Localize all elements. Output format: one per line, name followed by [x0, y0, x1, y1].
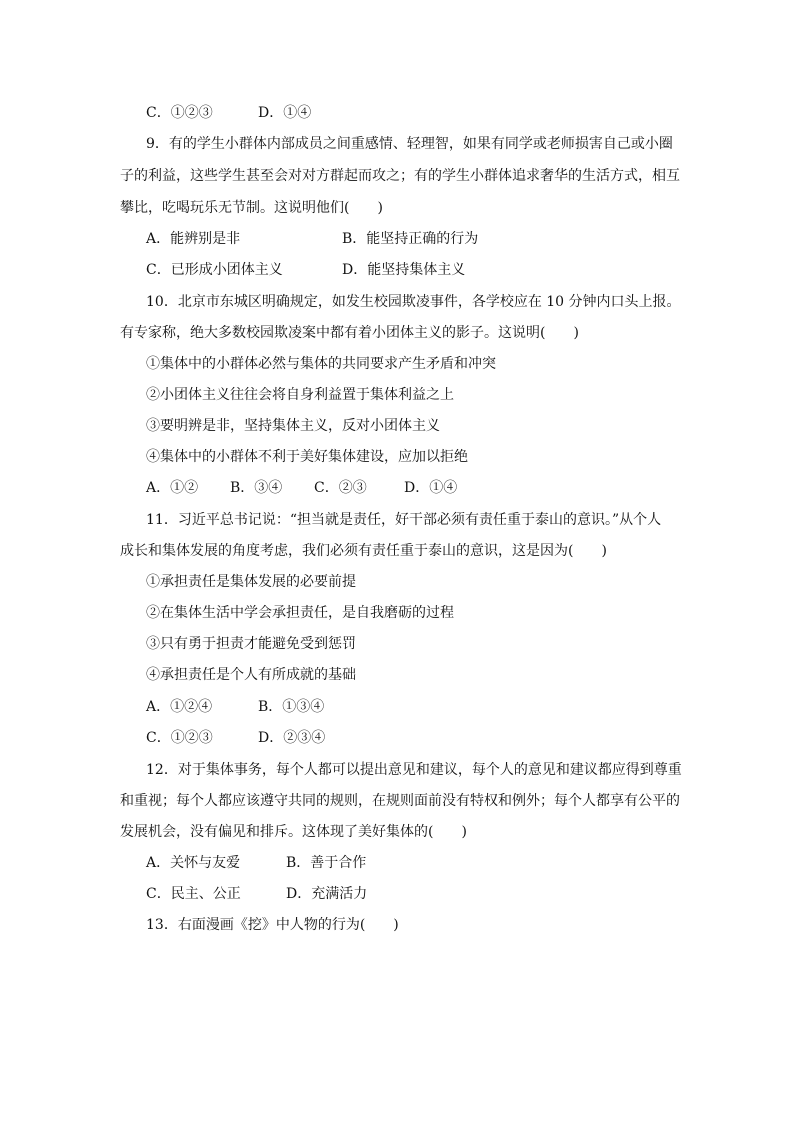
question-text-line: ③只有勇于担责才能避免受到惩罚 [146, 636, 356, 652]
question-text-line: ③要明辨是非，坚持集体主义，反对小团体主义 [146, 418, 440, 434]
question-text-line: 成长和集体发展的角度考虑，我们必须有责任重于泰山的意识，这是因为( ) [120, 543, 607, 559]
answer-option: D．充满活力 [286, 886, 368, 902]
answer-option: A．能辨别是非 [146, 231, 241, 247]
question-text-line: 子的利益，这些学生甚至会对对方群起而攻之；有的学生小群体追求奢华的生活方式，相互 [120, 168, 680, 184]
answer-option: B．能坚持正确的行为 [342, 231, 479, 247]
question-text-line: 10．北京市东城区明确规定，如发生校园欺凌事件，各学校应在 10 分钟内口头上报。 [146, 294, 681, 310]
answer-option: D．能坚持集体主义 [342, 262, 466, 278]
answer-option: A．关怀与友爱 [146, 855, 241, 871]
question-text-line: 和重视；每个人都应该遵守共同的规则，在规则面前没有特权和例外；每个人都享有公平的 [120, 793, 680, 809]
answer-option: A．①②④ [146, 699, 213, 715]
question-text-line: 发展机会，没有偏见和排斥。这体现了美好集体的( ) [120, 824, 467, 840]
question-text-line: 13．右面漫画《挖》中人物的行为( ) [146, 917, 399, 933]
question-text-line: 有专家称，绝大多数校园欺凌案中都有着小团体主义的影子。这说明( ) [120, 325, 579, 341]
question-text-line: 攀比，吃喝玩乐无节制。这说明他们( ) [120, 200, 383, 216]
answer-option: B．③④ [230, 480, 283, 496]
question-text-line: 11．习近平总书记说：“担当就是责任，好干部必须有责任重于泰山的意识。”从个人 [146, 512, 662, 528]
answer-option: D．②③④ [258, 730, 326, 746]
question-text-line: ①承担责任是集体发展的必要前提 [146, 574, 356, 590]
question-text-line: ④承担责任是个人有所成就的基础 [146, 667, 356, 683]
question-text-line: ④集体中的小群体不利于美好集体建设，应加以拒绝 [146, 449, 468, 465]
answer-option: C．①②③ [146, 730, 213, 746]
answer-option: D．①④ [404, 480, 458, 496]
answer-option: C．民主、公正 [146, 886, 241, 902]
answer-option: A．①② [146, 480, 199, 496]
answer-option: C．已形成小团体主义 [146, 262, 283, 278]
question-text-line: ②在集体生活中学会承担责任，是自我磨砺的过程 [146, 605, 454, 621]
answer-option: C．①②③ [146, 105, 213, 121]
answer-option: B．①③④ [258, 699, 325, 715]
answer-option: C．②③ [314, 480, 367, 496]
question-text-line: ①集体中的小群体必然与集体的共同要求产生矛盾和冲突 [146, 356, 496, 372]
answer-option: D．①④ [258, 105, 312, 121]
question-text-line: ②小团体主义往往会将自身利益置于集体利益之上 [146, 387, 454, 403]
question-text-line: 9．有的学生小群体内部成员之间重感情、轻理智，如果有同学或老师损害自己或小圈 [146, 136, 673, 152]
question-text-line: 12．对于集体事务，每个人都可以提出意见和建议，每个人的意见和建议都应得到尊重 [146, 762, 682, 778]
answer-option: B．善于合作 [286, 855, 367, 871]
